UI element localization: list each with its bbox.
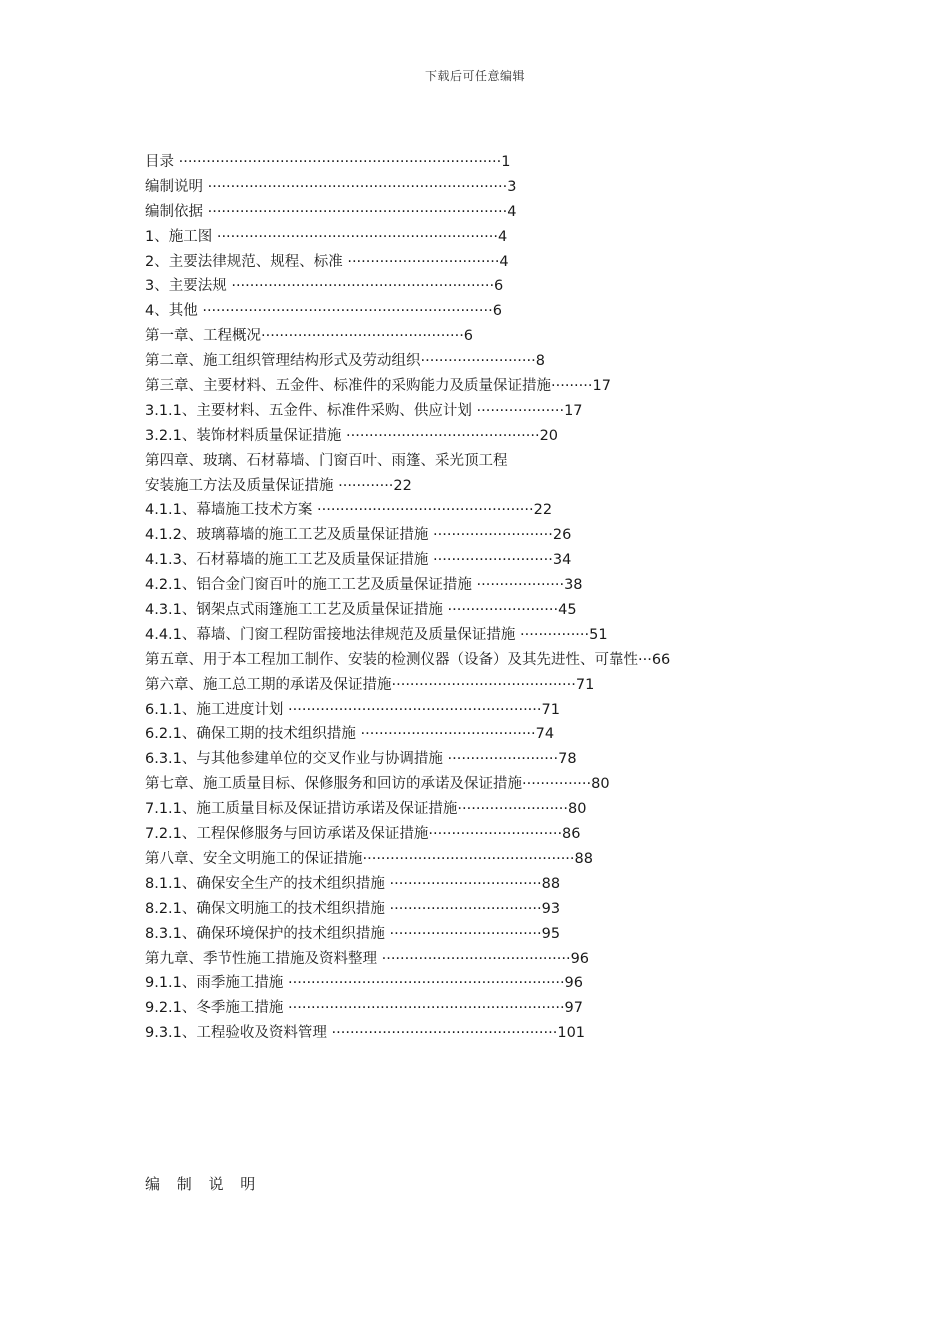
toc-entry[interactable]: 8.2.1、确保文明施工的技术组织措施 ·································93: [145, 900, 561, 917]
toc-entry[interactable]: 4.2.1、铝合金门窗百叶的施工工艺及质量保证措施 ···················38: [145, 577, 583, 594]
toc-entry[interactable]: 9.2.1、冬季施工措施 ····························································97: [145, 1000, 584, 1017]
toc-entry[interactable]: 3.1.1、主要材料、五金件、标准件采购、供应计划 ···················17: [145, 402, 583, 419]
table-of-contents: [145, 150, 845, 1046]
toc-entry[interactable]: 6.3.1、与其他参建单位的交叉作业与协调措施 ························78: [145, 751, 577, 768]
toc-entry[interactable]: 第五章、用于本工程加工制作、安装的检测仪器（设备）及其先进性、可靠性···66: [145, 651, 671, 668]
toc-entry[interactable]: 4、其他 ·······························································6: [145, 303, 502, 320]
toc-entry[interactable]: 第四章、玻璃、石材幕墙、门窗百叶、雨篷、采光顶工程: [145, 452, 508, 469]
toc-entry[interactable]: 4.1.1、幕墙施工技术方案 ···············································22: [145, 502, 553, 519]
toc-entry[interactable]: 8.1.1、确保安全生产的技术组织措施 ·································88: [145, 875, 561, 892]
toc-entry[interactable]: 4.3.1、钢架点式雨篷施工工艺及质量保证措施 ························45: [145, 602, 577, 619]
toc-entry[interactable]: 第八章、安全文明施工的保证措施··············································88: [145, 850, 593, 867]
toc-entry[interactable]: 8.3.1、确保环境保护的技术组织措施 ·································95: [145, 925, 561, 942]
toc-entry[interactable]: 第二章、施工组织管理结构形式及劳动组织·························8: [145, 353, 545, 370]
toc-entry[interactable]: 编制依据 ·································································4: [145, 203, 517, 220]
toc-entry[interactable]: 第六章、施工总工期的承诺及保证措施········································71: [145, 676, 595, 693]
toc-entry[interactable]: 3、主要法规 ·························································6: [145, 278, 504, 295]
toc-entry[interactable]: 第一章、工程概况············································6: [145, 328, 474, 345]
section-title: 编 制 说 明: [145, 1175, 262, 1193]
toc-entry[interactable]: 6.1.1、施工进度计划 ·······················································71: [145, 701, 560, 718]
toc-entry[interactable]: 第九章、季节性施工措施及资料整理 ·········································96: [145, 950, 590, 967]
toc-entry[interactable]: 目录 ······································································1: [145, 154, 511, 170]
toc-entry[interactable]: 7.1.1、施工质量目标及保证措访承诺及保证措施························80: [145, 801, 587, 818]
toc-entry[interactable]: 编制说明 ·································································3: [145, 178, 517, 195]
toc-entry[interactable]: 2、主要法律规范、规程、标准 ·································4: [145, 253, 509, 270]
toc-entry[interactable]: 6.2.1、确保工期的技术组织措施 ······································74: [145, 726, 555, 743]
toc-entry[interactable]: 1、施工图 ·····························································4: [145, 228, 508, 245]
header-note: 下载后可任意编辑: [424, 69, 525, 83]
toc-entry[interactable]: 3.2.1、装饰材料质量保证措施 ··········································20: [145, 427, 559, 444]
toc-entry[interactable]: 4.1.3、石材幕墙的施工工艺及质量保证措施 ··························34: [145, 552, 572, 569]
toc-entry[interactable]: 第三章、主要材料、五金件、标准件的采购能力及质量保证措施·········17: [145, 378, 611, 395]
toc-entry[interactable]: 9.3.1、工程验收及资料管理 ·················································101: [145, 1025, 586, 1042]
toc-entry[interactable]: 安装施工方法及质量保证措施 ············22: [145, 477, 412, 494]
toc-entry[interactable]: 第七章、施工质量目标、保修服务和回访的承诺及保证措施···············80: [145, 776, 610, 793]
toc-entry[interactable]: 4.1.2、玻璃幕墙的施工工艺及质量保证措施 ··························26: [145, 527, 572, 544]
toc-entry[interactable]: 4.4.1、幕墙、门窗工程防雷接地法律规范及质量保证措施 ···············51: [145, 626, 608, 643]
toc-entry[interactable]: 9.1.1、雨季施工措施 ····························································96: [145, 975, 584, 992]
toc-entry[interactable]: 7.2.1、工程保修服务与回访承诺及保证措施·····························86: [145, 826, 581, 843]
